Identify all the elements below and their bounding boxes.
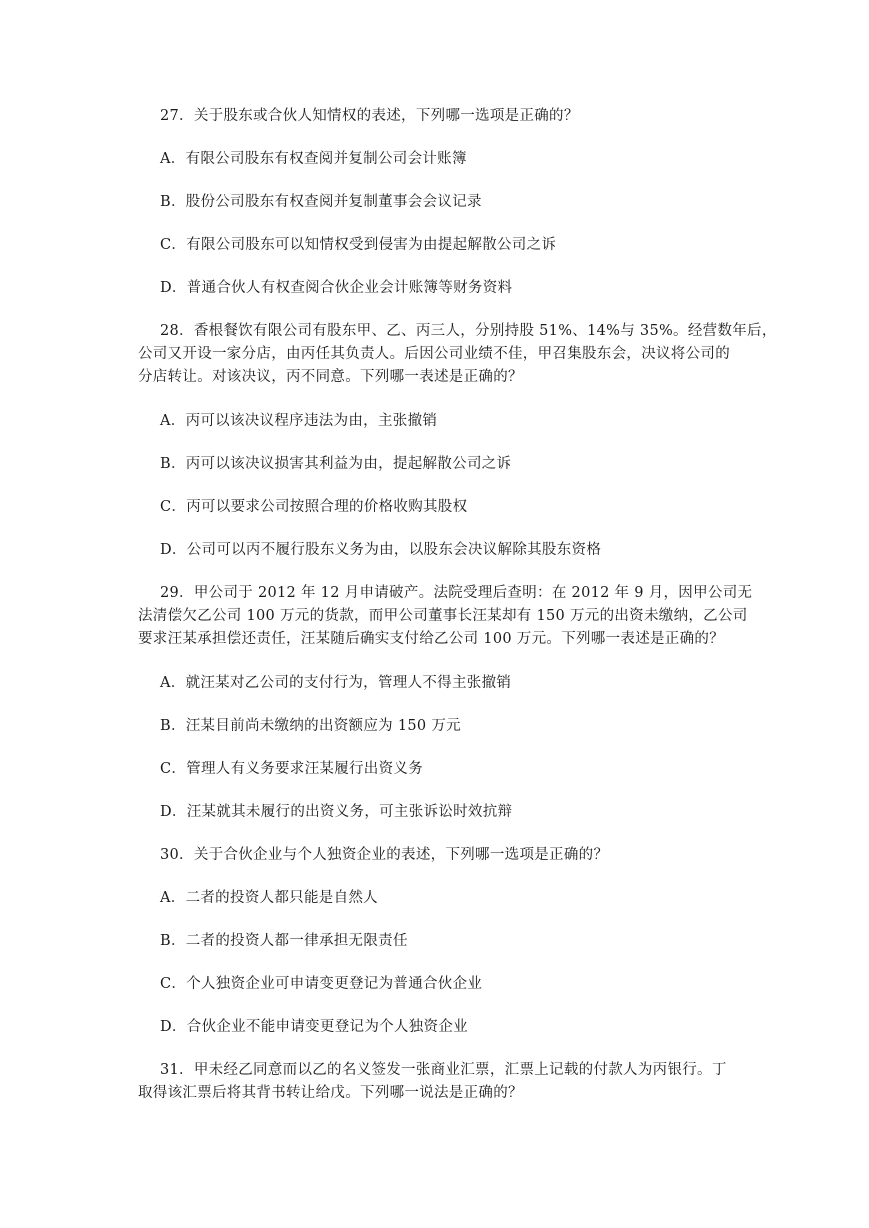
question-29-option-d: D．汪某就其未履行的出资义务，可主张诉讼时效抗辩 (160, 804, 513, 820)
question-30-option-b: B．二者的投资人都一律承担无限责任 (160, 933, 408, 949)
question-28-stem-line-1: 28．香根餐饮有限公司有股东甲、乙、丙三人，分别持股 51%、14%与 35%。经营数年后， (160, 323, 777, 339)
question-31-stem-line-1: 31．甲未经乙同意而以乙的名义签发一张商业汇票，汇票上记载的付款人为丙银行。丁 (160, 1062, 727, 1078)
question-30-option-a: A．二者的投资人都只能是自然人 (160, 890, 378, 906)
question-31-stem-line-2: 取得该汇票后将其背书转让给戊。下列哪一说法是正确的？ (138, 1085, 523, 1101)
question-29-option-c: C．管理人有义务要求汪某履行出资义务 (160, 761, 423, 777)
question-30-option-c: C．个人独资企业可申请变更登记为普通合伙企业 (160, 976, 483, 992)
question-27-stem: 27．关于股东或合伙人知情权的表述，下列哪一选项是正确的？ (160, 108, 579, 124)
question-30-option-d: D．合伙企业不能申请变更登记为个人独资企业 (160, 1019, 468, 1035)
question-28-stem-line-3: 分店转让。对该决议，丙不同意。下列哪一表述是正确的？ (138, 369, 523, 385)
question-27-option-d: D．普通合伙人有权查阅合伙企业会计账簿等财务资料 (160, 280, 513, 296)
question-27-option-b: B．股份公司股东有权查阅并复制董事会会议记录 (160, 194, 482, 210)
question-28-option-c: C．丙可以要求公司按照合理的价格收购其股权 (160, 499, 468, 515)
question-30-stem: 30．关于合伙企业与个人独资企业的表述，下列哪一选项是正确的？ (160, 847, 609, 863)
question-27-option-c: C．有限公司股东可以知情权受到侵害为由提起解散公司之诉 (160, 237, 557, 253)
question-29-stem-line-1: 29．甲公司于 2012 年 12 月申请破产。法院受理后查明：在 2012 年 9 月，因甲公司无 (160, 585, 753, 601)
question-28-option-d: D．公司可以丙不履行股东义务为由，以股东会决议解除其股东资格 (160, 542, 602, 558)
question-29-option-b: B．汪某目前尚未缴纳的出资额应为 150 万元 (160, 718, 461, 734)
question-28-option-a: A．丙可以该决议程序违法为由，主张撤销 (160, 413, 438, 429)
question-29-stem-line-2: 法清偿欠乙公司 100 万元的货款，而甲公司董事长汪某却有 150 万元的出资未缴纳，乙公司 (138, 608, 748, 624)
question-28-option-b: B．丙可以该决议损害其利益为由，提起解散公司之诉 (160, 456, 512, 472)
question-29-option-a: A．就汪某对乙公司的支付行为，管理人不得主张撤销 (160, 675, 512, 691)
question-27-option-a: A．有限公司股东有权查阅并复制公司会计账簿 (160, 151, 467, 167)
question-28-stem-line-2: 公司又开设一家分店，由丙任其负责人。后因公司业绩不佳，甲召集股东会，决议将公司的 (138, 346, 730, 362)
question-29-stem-line-3: 要求汪某承担偿还责任，汪某随后确实支付给乙公司 100 万元。下列哪一表述是正确的？ (138, 631, 724, 647)
